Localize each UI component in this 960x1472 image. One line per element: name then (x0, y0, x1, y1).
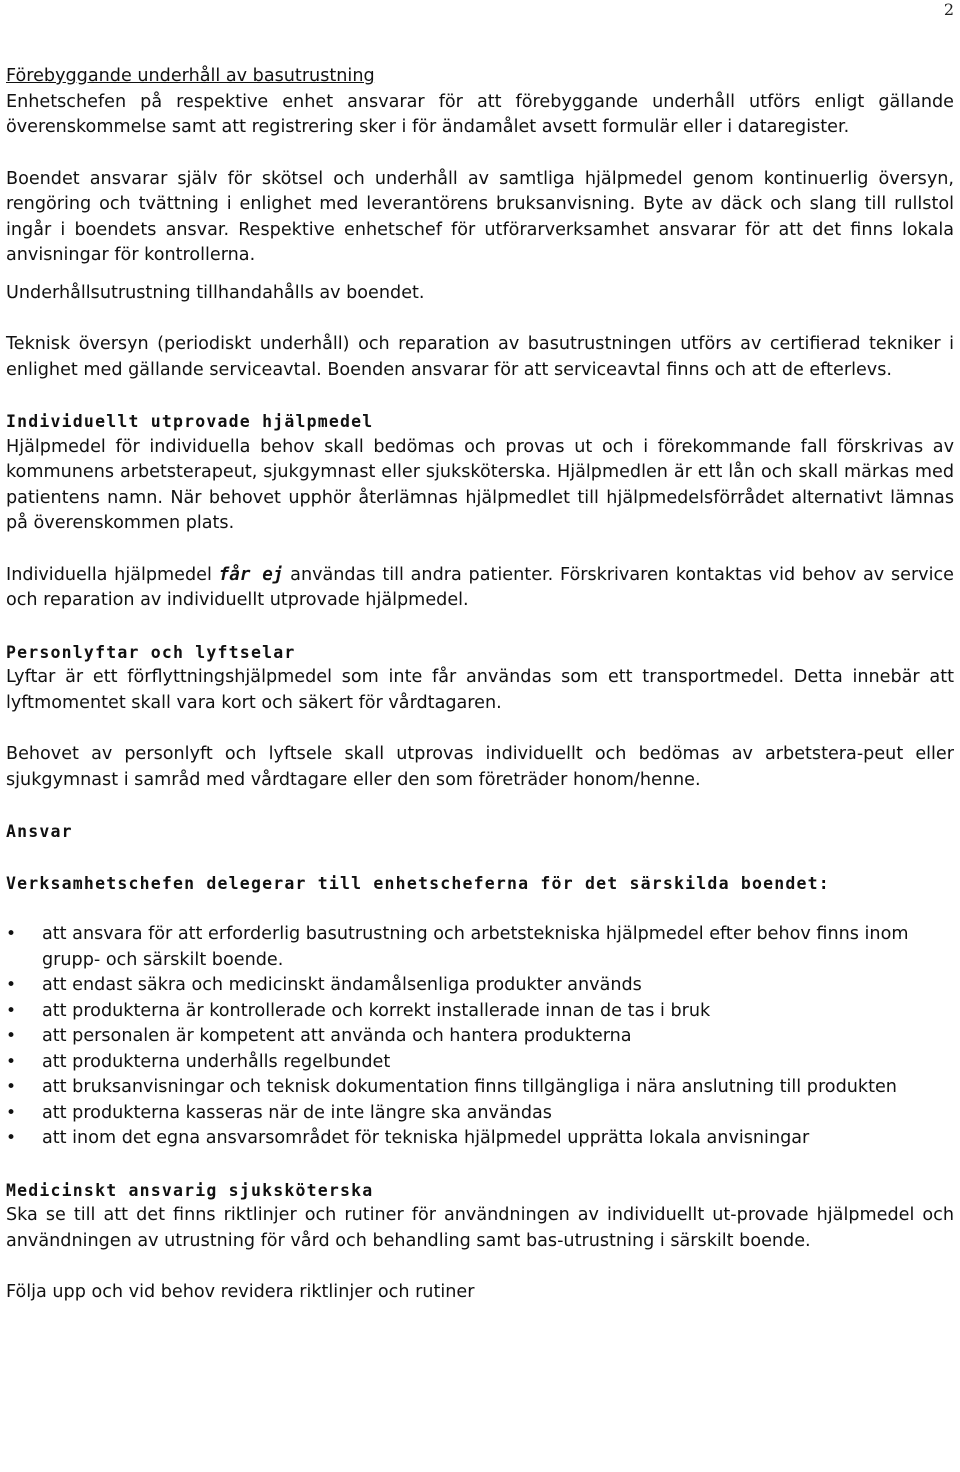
page-number: 2 (943, 0, 954, 19)
list-item: • att personalen är kompetent att använda och hantera produkterna (6, 1024, 954, 1050)
text-run: Individuella hjälpmedel (6, 564, 219, 585)
list-item: • att produkterna underhålls regelbundet (6, 1050, 954, 1076)
list-item: • att bruksanvisningar och teknisk dokumentation finns tillgängliga i nära anslutning till produkten (6, 1075, 954, 1101)
emphasis-text: får ej (218, 564, 284, 585)
section-heading-nurse: Medicinskt ansvarig sjuksköterska (6, 1180, 374, 1200)
paragraph: Enhetschefen på respektive enhet ansvarar för att förebyggande underhåll utförs enligt gällande överenskommelse samt att registrering sker i för ändamålet avsett formulär eller i dataregister. (6, 91, 954, 137)
section-subheading-delegation: Verksamhetschefen delegerar till enhetscheferna för det särskilda boendet: (6, 873, 830, 893)
paragraph: Lyftar är ett förflyttningshjälpmedel som inte får användas som ett transportmedel. Detta innebär att lyftmomentet skall vara kort och säkert för vårdtagaren. (6, 667, 954, 713)
paragraph: Boendet ansvarar själv för skötsel och underhåll av samtliga hjälpmedel genom kontinuerlig översyn, rengöring och tvättning i enlighet med leverantörens bruksanvisning. Byte av däck och slang till rullstol ingår i boendets ansvar. Respektive enhetschef för utförarverksamhet ansvarar för att det finns lokala anvisningar för kontrollerna. (6, 168, 954, 265)
paragraph: Underhållsutrustning tillhandahålls av boendet. (6, 282, 425, 303)
list-item: • att ansvara för att erforderlig basutrustning och arbetstekniska hjälpmedel efter behov finns inom grupp- och särskilt boende. (6, 922, 954, 973)
paragraph: Hjälpmedel för individuella behov skall bedömas och provas ut och i förekommande fall förskrivas av kommunens arbetsterapeut, sjukgymnast eller sjuksköterska. Hjälpmedlen är ett lån och skall märkas med patientens namn. När behovet upphör återlämnas hjälpmedlet till hjälpmedelsförrådet alternativt lämnas på överenskommen plats. (6, 436, 954, 533)
section-heading-basic-equipment: Förebyggande underhåll av basutrustning (6, 66, 375, 86)
document-body (6, 64, 954, 1306)
text-run: användas till andra patienter. Förskrivaren kontaktas vid behov av service och reparation av individuellt utprovade hjälpmedel. (6, 564, 954, 610)
section-heading-individual: Individuellt utprovade hjälpmedel (6, 412, 374, 431)
section-heading-responsibility: Ansvar (6, 822, 73, 841)
paragraph: Ska se till att det finns riktlinjer och rutiner för användningen av individuellt ut-provade hjälpmedel och användningen av utrustning för vård och behandling samt bas-utrustning i särskilt boende. (6, 1205, 954, 1251)
paragraph: Teknisk översyn (periodiskt underhåll) och reparation av basutrustningen utförs av certifierad tekniker i enlighet med gällande serviceavtal. Boenden ansvarar för att serviceavtal finns och att de efterlevs. (6, 334, 954, 380)
responsibility-list (6, 922, 954, 1152)
paragraph: Behovet av personlyft och lyftsele skall utprovas individuellt och bedömas av arbetstera-peut eller sjukgymnast i samråd med vårdtagare eller den som företräder honom/henne. (6, 744, 954, 790)
section-heading-lifts: Personlyftar och lyftselar (6, 642, 296, 662)
paragraph (6, 563, 954, 614)
list-item: • att produkterna kasseras när de inte längre ska användas (6, 1101, 954, 1127)
list-item: • att inom det egna ansvarsområdet för tekniska hjälpmedel upprätta lokala anvisningar (6, 1126, 954, 1152)
list-item: • att produkterna är kontrollerade och korrekt installerade innan de tas i bruk (6, 999, 954, 1025)
list-item: • att endast säkra och medicinskt ändamålsenliga produkter används (6, 973, 954, 999)
paragraph: Följa upp och vid behov revidera riktlinjer och rutiner (6, 1282, 475, 1302)
